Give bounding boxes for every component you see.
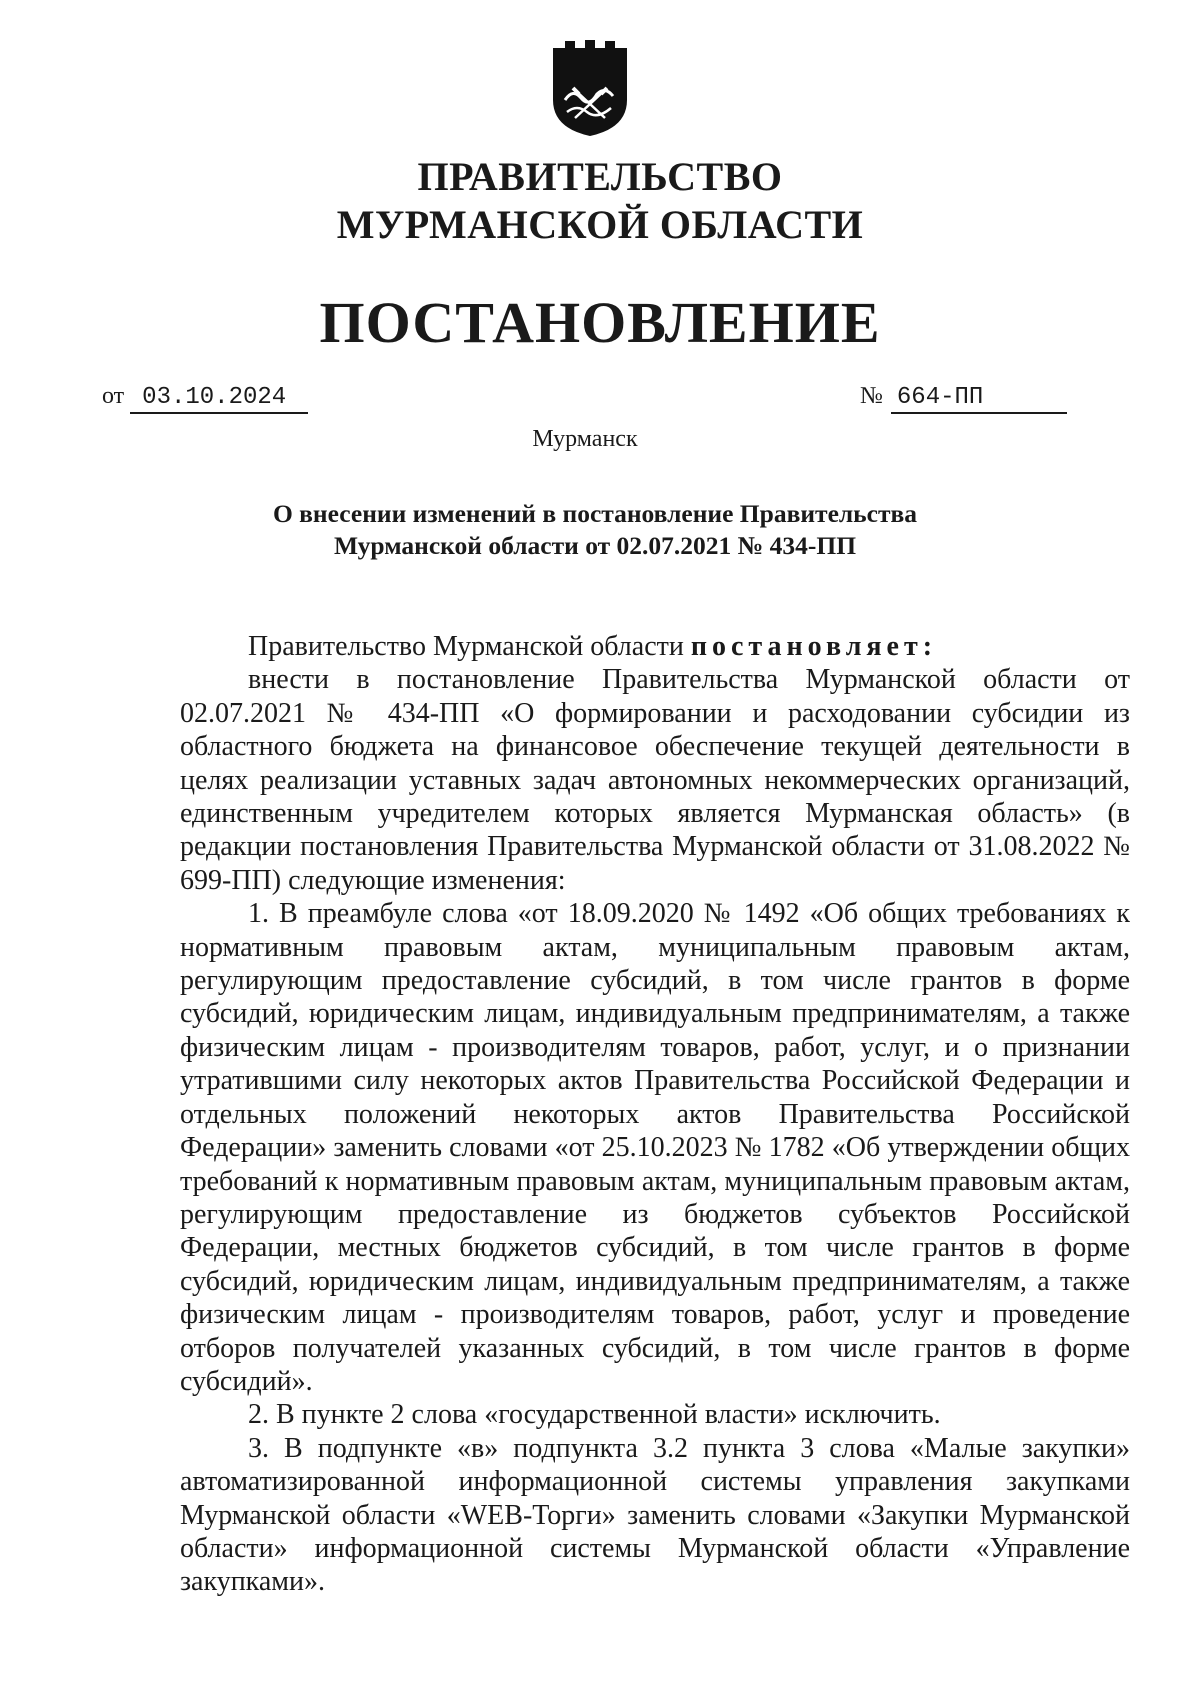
document-title (200, 498, 990, 562)
org-line-2: МУРМАНСКОЙ ОБЛАСТИ (336, 202, 864, 247)
document-type: ПОСТАНОВЛЕНИЕ (319, 290, 881, 355)
document-date (102, 383, 308, 414)
document-body (180, 630, 1130, 1599)
intro-text: Правительство Мурманской области (248, 631, 691, 662)
org-line-1: ПРАВИТЕЛЬСТВО (417, 154, 783, 199)
title-line-2: Мурманской области от 02.07.2021 № 434-ПП (333, 531, 857, 560)
paragraph-main: внести в постановление Правительства Мурманской области от 02.07.2021 № 434-ПП «О формировании и расходовании субсидии из областного бюджета на финансовое обеспечение текущей деятельности в целях реализации уставных задач автономных некоммерческих организаций, единственным учредителем которых является Мурманская область» (в редакции постановления Правительства Мурманской области от 31.08.2022 № 699-ПП) следующие изменения: (180, 664, 1130, 896)
number-value: 664-ПП (891, 384, 1067, 414)
title-line-1: О внесении изменений в постановление Правительства (272, 499, 918, 528)
murmansk-coat-of-arms-icon (549, 38, 631, 138)
paragraph-item-2: 2. В пункте 2 слова «государственной власти» исключить. (248, 1399, 941, 1431)
city: Мурманск (532, 426, 638, 452)
number-prefix: № (860, 383, 883, 409)
date-prefix: от (102, 383, 125, 409)
document-number (860, 383, 1067, 414)
paragraph-item-1: 1. В преамбуле слова «от 18.09.2020 № 1492 «Об общих требованиях к нормативным правовым актам, муниципальным правовым актам, регулирующим предоставление субсидий, в том числе грантов в форме субсидий, юридическим лицам, индивидуальным предпринимателям, а также физическим лицам - производителям товаров, работ, услуг, и о признании утратившими силу некоторых актов Правительства Российской Федерации и отдельных положений некоторых актов Правительства Российской Федерации» заменить словами «от 25.10.2023 № 1782 «Об утверждении общих требований к нормативным правовым актам, муниципальным правовым актам, регулирующим предоставление из бюджетов субъектов Российской Федерации, местных бюджетов субсидий, в том числе грантов в форме субсидий, юридическим лицам, индивидуальным предпринимателям, а также физическим лицам - производителям товаров, работ, услуг и проведение отборов получателей указанных субсидий, в том числе грантов в форме субсидий». (180, 898, 1130, 1397)
paragraph-item-3: 3. В подпункте «в» подпункта 3.2 пункта 3 слова «Малые закупки» автоматизированной информационной системы управления закупками Мурманской области «WEB-Торги» заменить словами «Закупки Мурманской области» информационной системы Мурманской области «Управление закупками». (180, 1432, 1130, 1598)
date-value: 03.10.2024 (130, 384, 308, 414)
intro-verb: постановляет: (690, 631, 938, 662)
organization-name (0, 153, 1200, 249)
intro-paragraph (180, 630, 1130, 663)
